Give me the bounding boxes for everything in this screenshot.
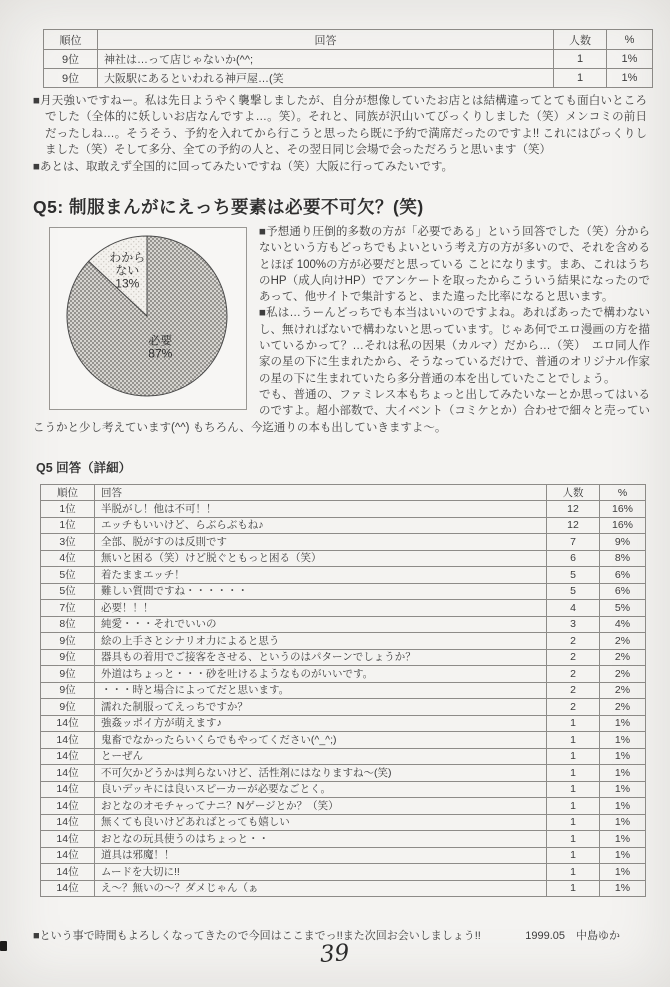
table-row: 7位 必要！！！ 4 5%	[41, 600, 646, 617]
table-row: 9位 ・・・時と場合によってだと思います。 2 2%	[41, 682, 646, 699]
q5-section	[33, 224, 650, 436]
answer-header: 回答	[98, 30, 554, 50]
table-row: 9位 器具もの着用でご接客をさせる、というのはパターンでしょうか？ 2 2%	[41, 649, 646, 666]
q5-detail-body	[41, 501, 646, 897]
q5-question-heading: Q5: 制服まんがにえっち要素は必要不可欠？(笑)	[33, 197, 424, 217]
comment-paragraph: ■あとは、取敢えず全国的に回ってみたいですね（笑）大阪に行ってみたいです。	[33, 160, 454, 173]
date-author-credit: 1999.05 中島ゆか	[525, 930, 620, 942]
table-row: 14位 おとなの玩具使うのはちょっと・・ 1 1%	[41, 831, 646, 848]
author-comments	[33, 93, 647, 175]
table-header-row	[41, 485, 646, 501]
table-row: 5位 難しい質問ですね・・・・・・ 5 6%	[41, 583, 646, 600]
comment-paragraph: ■月天強いですねー。私は先日ようやく襲撃しましたが、自分が想像していたお店とは結構違ってとても面白いところでした（全体的に妖しいお店なんですよ…。笑）。それと、同族が沢山いてびっくりしました（笑）メンコミの前日だったしね…。そうそう、予約を入れてから行こうと思ったら既に予約で満席だったのですよ!! これにはびっくりしました（笑）そして多分、全ての予約の人と、その翌日同じ会場で会っただろうと思います（笑）	[33, 95, 647, 157]
table-row: 14位 不可欠かどうかは判らないけど、活性剤にはなりますね～(笑) 1 1%	[41, 765, 646, 782]
table-row: 1位 半脱がし！他は不可！！ 12 16%	[41, 501, 646, 518]
q5-commentary-paragraph: でも、普通の、ファミレス本もちょっと出してみたいなーとか思ってはいるのですよ。超小部数で、大イベント（コミケとか）合わせで細々と売っていこうかと少し考えています(^^) もちろん、今迄通りの本も出していきますよ～。	[33, 388, 650, 434]
table-row: 14位 え～？無いの～？ダメじゃん（ぁ 1 1%	[41, 880, 646, 897]
table-row: 14位 とーぜん 1 1%	[41, 748, 646, 765]
q5-commentary-paragraph: ■私は…うーんどっちでも本当はいいのですよね。あればあったで構わないし、無ければないで構わないと思っています。じゃあ何でエロ漫画の方を描いているかって？…それは私の因果（カルマ）だから…（笑） エロ同人作家の星の下に生まれたから、そうなっているだけで、普通のオリジナル作家の星の下に生まれていたら多分普通の本を出していたことでしょう。	[259, 307, 650, 385]
count-header: 人数	[554, 30, 607, 50]
table-row: 9位 絵の上手さとシナリオ力によると思う 2 2%	[41, 633, 646, 650]
percent-header: %	[600, 485, 646, 501]
q5-detail-heading: Q5 回答（詳細）	[36, 461, 132, 475]
rank-header: 順位	[41, 485, 95, 501]
table-row: 14位 ムードを大切に!! 1 1%	[41, 864, 646, 881]
q5-commentary-paragraph: ■予想通り圧倒的多数の方が「必要である」という回答でした（笑）分からないという方もどっちでもよいという考え方の方が多いので、それを含めるとほぼ 100%の方が必要だと思っている ことになります。まあ、これはうちのHP（成人向けHP）でアンケートを取ったからこういう結果になったのであって、他サイトで集計すると、また違った比率になると思います。	[259, 226, 650, 304]
previous-answers-table	[43, 29, 653, 88]
previous-answers-body	[44, 50, 653, 88]
table-row: 14位 おとなのオモチャってナニ？Nゲージとか？（笑） 1 1%	[41, 798, 646, 815]
table-row: 1位 エッチもいいけど、らぶらぶもね♪ 12 16%	[41, 517, 646, 534]
table-row: 8位 純愛・・・それでいいの 3 4%	[41, 616, 646, 633]
table-row: 5位 着たままエッチ！ 5 6%	[41, 567, 646, 584]
answer-header: 回答	[95, 485, 547, 501]
q5-detail-table	[40, 484, 646, 897]
table-row: 3位 全部、脱がすのは反則です 7 9%	[41, 534, 646, 551]
page-number: 39	[319, 940, 351, 968]
table-header-row	[44, 30, 653, 50]
pie-slice-label: わからない 13%	[109, 250, 146, 291]
pie-chart	[50, 228, 246, 409]
percent-header: %	[607, 30, 653, 50]
table-row: 9位 濡れた制服ってえっちですか？ 2 2%	[41, 699, 646, 716]
count-header: 人数	[547, 485, 600, 501]
scan-smudge	[0, 941, 7, 951]
table-row: 9位 大阪駅にあるといわれる神戸屋…(笑 1 1%	[44, 69, 653, 88]
table-row: 9位 外道はちょっと・・・砂を吐けるようなものがいいです。 2 2%	[41, 666, 646, 683]
closing-note: ■という事で時間もよろしくなってきたので今回はここまでっ!!また次回お会いしましょう!!	[33, 930, 481, 942]
pie-chart-frame	[49, 227, 247, 410]
table-row: 14位 良いデッキには良いスピーカーが必要なごとく。 1 1%	[41, 781, 646, 798]
table-row: 4位 無いと困る（笑）けど脱ぐともっと困る（笑） 6 8%	[41, 550, 646, 567]
table-row: 14位 無くても良いけどあればとっても嬉しい 1 1%	[41, 814, 646, 831]
table-row: 9位 神社は…って店じゃないか(^^; 1 1%	[44, 50, 653, 69]
table-row: 14位 鬼畜でなかったらいくらでもやってください(^_^;) 1 1%	[41, 732, 646, 749]
table-row: 14位 強姦ッポイ方が萌えます♪ 1 1%	[41, 715, 646, 732]
pie-slice-label: 必要 87%	[148, 333, 173, 361]
table-row: 14位 道具は邪魔！！ 1 1%	[41, 847, 646, 864]
rank-header: 順位	[44, 30, 98, 50]
